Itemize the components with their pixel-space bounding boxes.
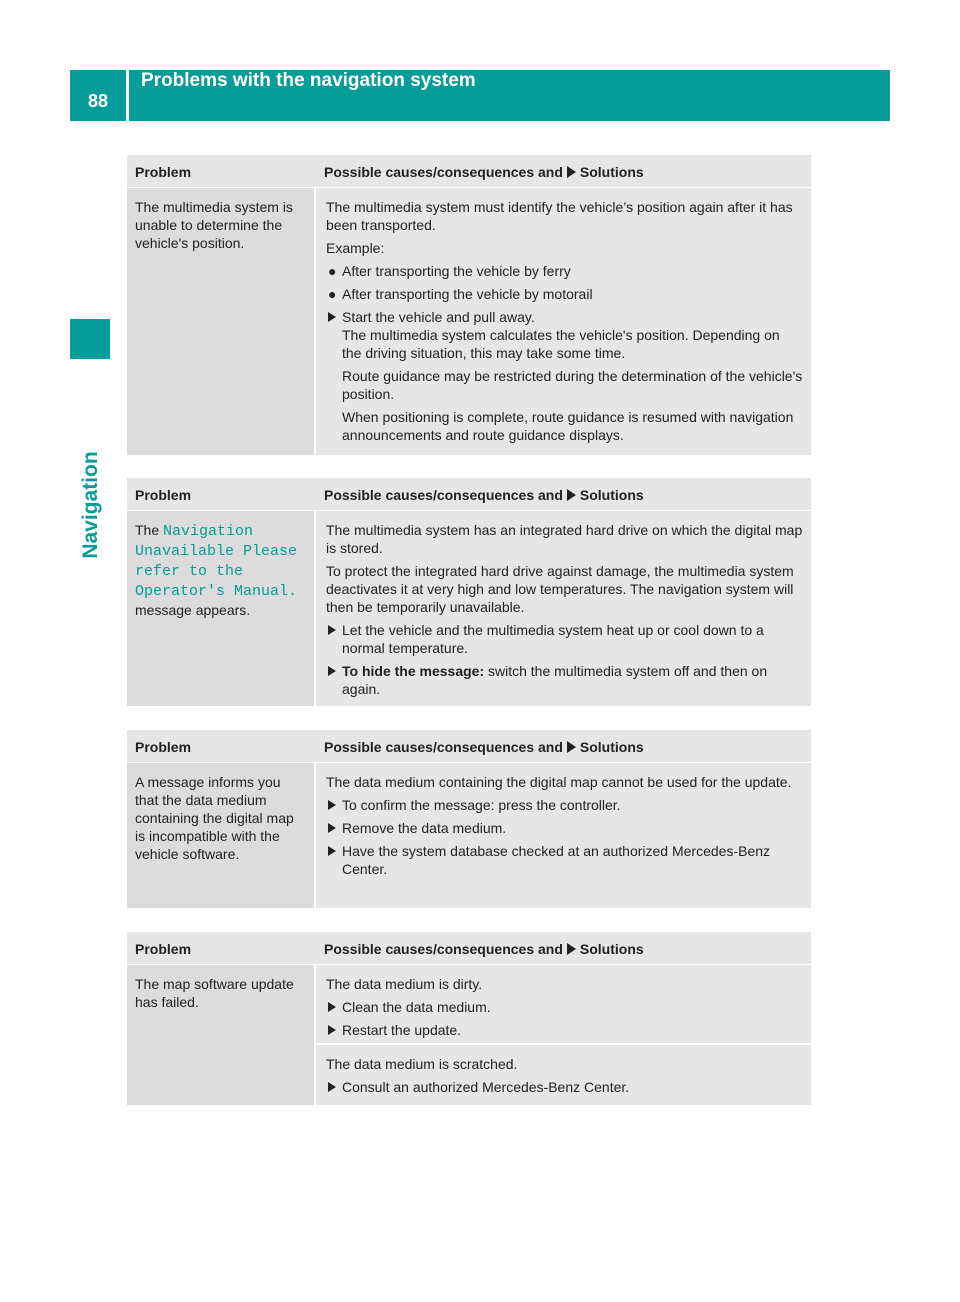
action-arrow-icon	[328, 625, 336, 635]
cause-text: The data medium containing the digital map cannot be used for the update.	[326, 774, 792, 790]
action-arrow-icon	[328, 1082, 336, 1092]
solution-cell	[316, 965, 811, 1105]
action-step: Start the vehicle and pull away. The multimedia system calculates the vehicle's position. Depending on the driving situation, this may take some time. Route guidance may be restricted during the determination of the vehicle's position. When positioning is complete, route guidance is resumed with navigation announcements and route guidance displays.	[326, 308, 803, 444]
action-step: Have the system database checked at an authorized Mercedes-Benz Center.	[326, 842, 803, 878]
action-arrow-icon	[328, 1025, 336, 1035]
problem-table-1	[127, 155, 811, 455]
table-row	[127, 188, 811, 455]
solution-cell	[316, 188, 811, 455]
section-marker	[70, 319, 110, 359]
header-divider	[126, 70, 129, 121]
problem-cell: The Navigation Unavailable Please refer to the Operator's Manual. message appears.	[127, 511, 314, 706]
table-row	[127, 965, 811, 1105]
list-item: ● After transporting the vehicle by ferry	[328, 263, 571, 279]
column-header-solutions: Possible causes/consequences and Solutions	[324, 487, 644, 503]
problem-cell: A message informs you that the data medium containing the digital map is incompatible with the vehicle software.	[127, 763, 314, 908]
column-header-problem: Problem	[135, 164, 192, 180]
table-row	[127, 763, 811, 908]
action-arrow-icon	[328, 846, 336, 856]
problem-table-4	[127, 932, 811, 1105]
table-header	[127, 932, 811, 965]
display-message: Navigation Unavailable Please refer to the Operator's Manual.	[135, 523, 298, 600]
problem-cell: The multimedia system is unable to determine the vehicle's position.	[127, 188, 314, 455]
action-arrow-icon	[328, 823, 336, 833]
solution-cell	[316, 511, 811, 706]
action-step: Restart the update.	[326, 1021, 803, 1039]
problem-table-3	[127, 730, 811, 908]
table-header	[127, 155, 811, 188]
column-header-problem: Problem	[135, 739, 192, 755]
action-arrow-icon	[567, 741, 576, 753]
action-step: Clean the data medium.	[326, 998, 803, 1016]
action-arrow-icon	[567, 489, 576, 501]
cause-text: The multimedia system has an integrated hard drive on which the digital map is stored.	[326, 522, 803, 556]
action-step: To hide the message: switch the multimedia system off and then on again.	[326, 662, 803, 698]
column-header-solutions: Possible causes/consequences and Solutions	[324, 739, 644, 755]
solution-cell	[316, 763, 811, 908]
page-title: Problems with the navigation system	[141, 70, 476, 91]
action-arrow-icon	[328, 800, 336, 810]
table-header	[127, 730, 811, 763]
action-step: Let the vehicle and the multimedia system heat up or cool down to a normal temperature.	[326, 621, 803, 657]
cause-text: The data medium is scratched.	[326, 1056, 518, 1072]
example-label: Example:	[326, 240, 385, 256]
bullet-icon: ●	[328, 286, 337, 302]
cause-text: To protect the integrated hard drive against damage, the multimedia system deactivates it at very high and low temperatures. The navigation system will then be temporarily unavailable.	[326, 563, 794, 615]
column-header-solutions: Possible causes/consequences and Solutions	[324, 941, 644, 957]
problem-table-2	[127, 478, 811, 706]
problem-cell: The map software update has failed.	[127, 965, 314, 1105]
table-header	[127, 478, 811, 511]
list-item: ● After transporting the vehicle by motorail	[328, 286, 593, 302]
section-label: Navigation	[79, 451, 102, 559]
action-arrow-icon	[328, 312, 336, 322]
bullet-icon: ●	[328, 263, 337, 279]
cause-text: The data medium is dirty.	[326, 976, 483, 992]
action-step: Consult an authorized Mercedes-Benz Center.	[326, 1078, 803, 1096]
cause-text: The multimedia system must identify the vehicle’s position again after it has been transported.	[326, 199, 793, 233]
action-step: Remove the data medium.	[326, 819, 803, 837]
action-arrow-icon	[567, 166, 576, 178]
action-arrow-icon	[328, 1002, 336, 1012]
action-step: To confirm the message: press the controller.	[326, 796, 803, 814]
page-number: 88	[87, 91, 109, 111]
column-header-solutions: Possible causes/consequences and Solutions	[324, 164, 644, 180]
column-header-problem: Problem	[135, 941, 192, 957]
column-header-problem: Problem	[135, 487, 192, 503]
table-row	[127, 511, 811, 706]
action-arrow-icon	[328, 666, 336, 676]
action-arrow-icon	[567, 943, 576, 955]
